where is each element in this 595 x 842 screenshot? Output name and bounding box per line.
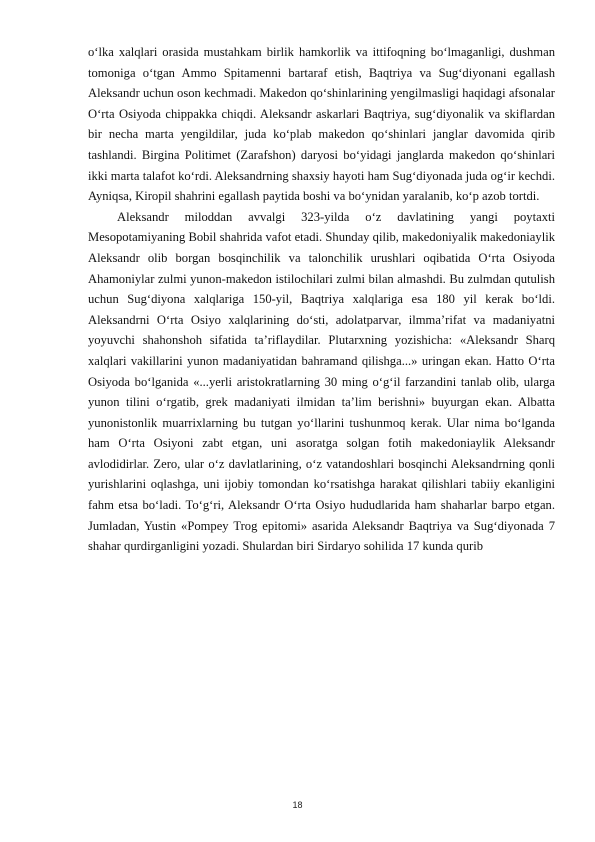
paragraph-2: Aleksandr miloddan avvalgi 323-yilda o‘z davlatining yangi poytaxti Mesopotamiyaning Bobil shahrida vafot etadi. Shunday qilib, makedoniyalik makedoniaylik Aleksandr olib borgan bosqinchilik va talonchilik urushlari oqibatida O‘rta Osiyoda Ahamoniylar zulmi yunon-makedon istilochilari zulmi bilan almashdi. Bu zulmdan qutulish uchun Sug‘diyona xalqlariga 150-yil, Baqtriya xalqlariga esa 180 yil kerak bo‘ldi. Aleksandrni O‘rta Osiyo xalqlarining do‘sti, adolatparvar, ilmma’rifat va madaniyatni yoyuvchi shahonshoh sifatida ta’riflaydilar. Plutarxning yozishicha: «Aleksandr Sharq xalqlari vakillarini yunon madaniyatidan bahramand qilishga...» uringan ekan. Hatto O‘rta Osiyoda bo‘lganida «...yerli aristokratlarning 30 ming o‘g‘il farzandini tanlab olib, ularga yunon tilini o‘rgatib, grek madaniyati ilmidan ta’lim berishni» buyurgan ekan. Albatta yunonistonlik muarrixlarning bu tutgan yo‘llarini tushunmoq kerak. Ular nima bo‘lganda ham O‘rta Osiyoni zabt etgan, uni asoratga solgan fotih makedoniaylik Aleksandr avlodidirlar. Zero, ular o‘z davlatlarining, o‘z vatandoshlari bosqinchi Aleksandrning qonli yurishlarini oqlashga, uni ijobiy tomondan ko‘rsatishga harakat qilishlari tabiiy ekanligini fahm etsa bo‘ladi. To‘g‘ri, Aleksandr O‘rta Osiyo hududlarida ham shaharlar barpo etgan. Jumladan, Yustin «Pompey Trog epitomi» asarida Aleksandr Baqtriya va Sug‘diyonada 7 shahar qurdirganligini yozadi. Shulardan biri Sirdaryo sohilida 17 kunda qurib [88,209,555,554]
document-page [88,42,555,557]
page-number: 18 [292,800,303,810]
paragraph-1: o‘lka xalqlari orasida mustahkam birlik hamkorlik va ittifoqning bo‘lmaganligi, dushman tomoniga o‘tgan Ammo Spitamenni bartaraf etish, Baqtriya va Sug‘diyonani egallash Aleksandr uchun oson kechmadi. Makedon qo‘shinlarining yengilmasligi haqidagi afsonalar O‘rta Osiyoda chippakka chiqdi. Aleksandr askarlari Baqtriya, sug‘diyonalik va skiflardan bir necha marta yengildilar, juda ko‘plab makedon qo‘shinlari janglar davomida qirib tashlandi. Birgina Politimet (Zarafshon) daryosi bo‘yidagi janglarda makedon qo‘shinlari ikki marta talafot ko‘rdi. Aleksandrning shaxsiy hayoti ham Sug‘diyonada juda og‘ir kechdi. Ayniqsa, Kiropil shahrini egallash paytida boshi va bo‘ynidan yaralanib, ko‘p azob tortdi. [88,45,555,204]
